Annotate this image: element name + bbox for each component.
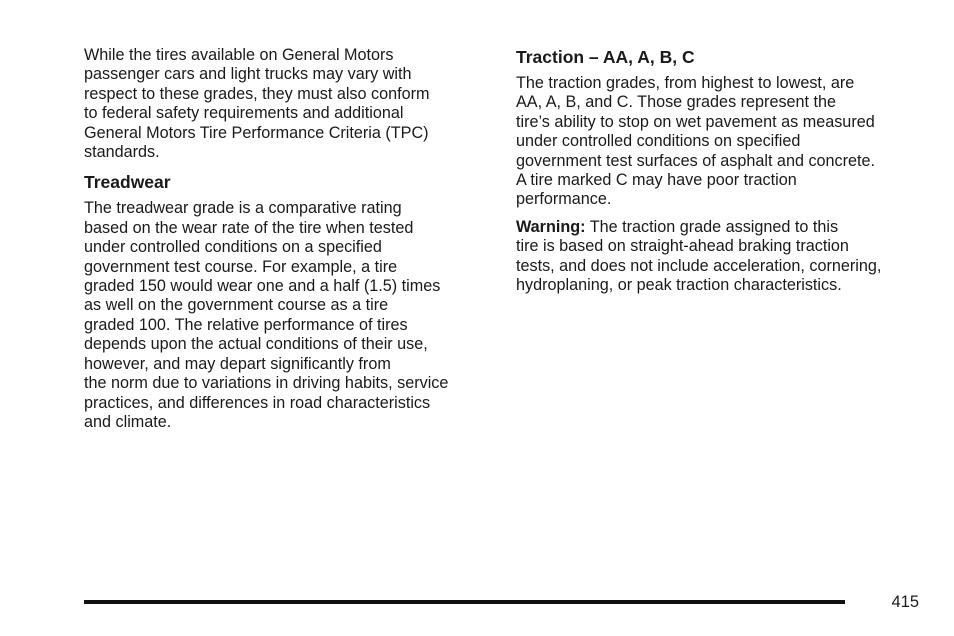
page-number: 415 [891,593,919,611]
traction-paragraph: The traction grades, from highest to lowest, are AA, A, B, and C. Those grades represent the tire’s ability to stop on wet pavement as measured under controlled conditions on specified government test surfaces of asphalt and concrete. A tire marked C may have poor traction performance. [516,74,876,209]
warning-text: The traction grade assigned to this tire is based on straight-ahead braking traction tests, and does not include acceleration, cornering, hydroplaning, or peak traction characteristics. [516,217,882,295]
footer-rule [84,600,845,604]
treadwear-heading: Treadwear [84,172,171,193]
right-column [516,46,926,303]
treadwear-paragraph: The treadwear grade is a comparative rating based on the wear rate of the tire when tested under controlled conditions on a specified government test course. For example, a tire graded 150 would wear one and a half (1.5) times as well on the government course as a tire graded 100. The relative performance of tires depends upon the actual conditions of their use, however, and may depart significantly from the norm due to variations in driving habits, service practices, and differences in road characteristics and climate. [84,199,449,431]
traction-heading: Traction – AA, A, B, C [516,47,695,67]
left-column [84,46,494,432]
warning-label: Warning: [516,217,586,236]
warning-paragraph [516,218,926,296]
intro-paragraph: While the tires available on General Motors passenger cars and light trucks may vary with respect to these grades, they must also conform to federal safety requirements and additional General Motors Tire Performance Criteria (TPC) standards. [84,46,430,162]
